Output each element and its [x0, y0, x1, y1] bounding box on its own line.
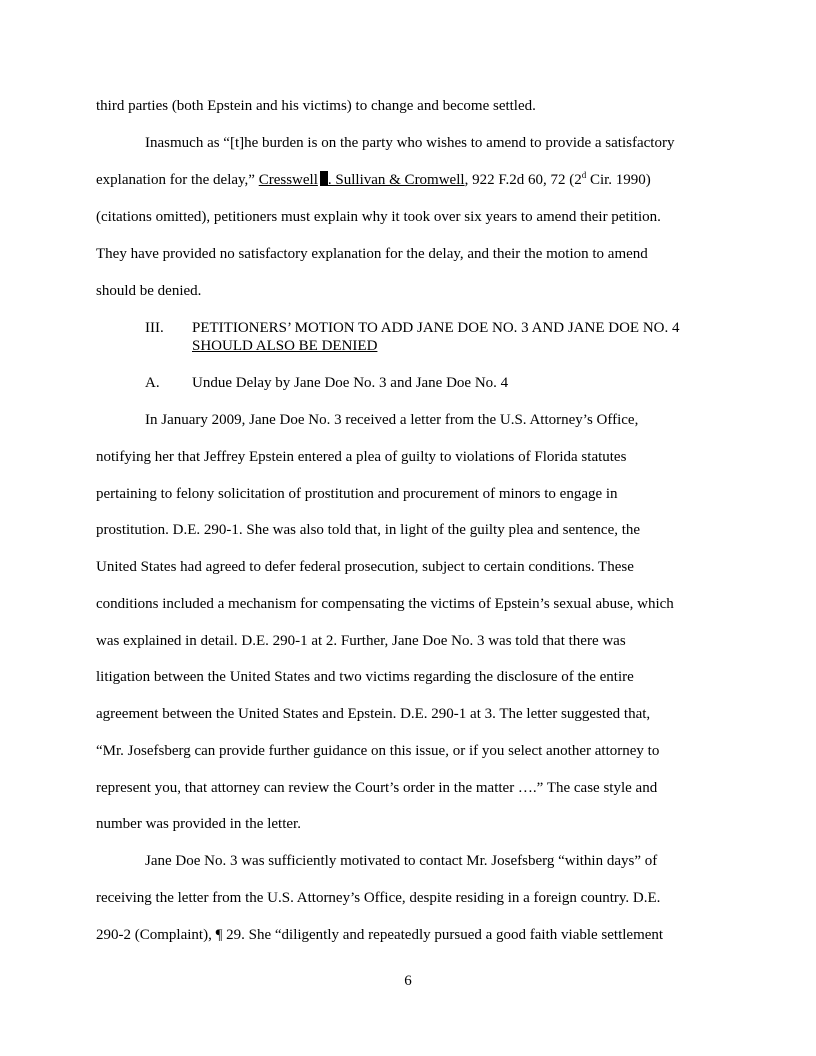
paragraph-line: number was provided in the letter. [96, 816, 301, 832]
paragraph-line: Inasmuch as “[t]he burden is on the party who wishes to amend to provide a satisfactory [145, 135, 675, 151]
section-heading-a [0, 374, 816, 392]
paragraph-line: They have provided no satisfactory explanation for the delay, and their the motion to amend [96, 246, 648, 262]
page-number: 6 [404, 973, 412, 989]
text-fragment: explanation for the delay,” [96, 172, 259, 188]
paragraph-line: third parties (both Epstein and his victims) to change and become settled. [96, 98, 536, 114]
paragraph-line: represent you, that attorney can review the Court’s order in the matter ….” The case style and [96, 780, 658, 796]
paragraph-line-citation [96, 171, 651, 189]
paragraph-line: pertaining to felony solicitation of prostitution and procurement of minors to engage in [96, 486, 618, 502]
paragraph-line: litigation between the United States and two victims regarding the disclosure of the entire [96, 669, 634, 685]
superscript: d [581, 170, 587, 180]
case-name-part: . Sullivan & Cromwell [327, 172, 465, 188]
redaction-mark [320, 171, 328, 186]
case-name-part: Cresswell [258, 172, 318, 188]
paragraph-line: (citations omitted), petitioners must explain why it took over six years to amend their petition. [96, 209, 661, 225]
paragraph-line: Jane Doe No. 3 was sufficiently motivated to contact Mr. Josefsberg “within days” of [145, 853, 658, 869]
heading-number: III. [145, 320, 164, 336]
paragraph-line: conditions included a mechanism for compensating the victims of Epstein’s sexual abuse, which [96, 596, 674, 612]
text-fragment: Cir. 1990) [586, 172, 651, 188]
paragraph-line: In January 2009, Jane Doe No. 3 received a letter from the U.S. Attorney’s Office, [145, 412, 639, 428]
paragraph-line: notifying her that Jeffrey Epstein entered a plea of guilty to violations of Florida statutes [96, 449, 627, 465]
paragraph-line: “Mr. Josefsberg can provide further guidance on this issue, or if you select another attorney to [96, 743, 660, 759]
heading-line: PETITIONERS’ MOTION TO ADD JANE DOE NO. 3 AND JANE DOE NO. 4 [192, 320, 680, 336]
section-heading-iii [0, 319, 816, 355]
case-name [259, 172, 465, 188]
paragraph-line: prostitution. D.E. 290-1. She was also told that, in light of the guilty plea and sentence, the [96, 522, 641, 538]
paragraph-line: 290-2 (Complaint), ¶ 29. She “diligently and repeatedly pursued a good faith viable settlement [96, 927, 664, 943]
paragraph-line: should be denied. [96, 283, 202, 299]
text-fragment: , 922 F.2d 60, 72 (2 [464, 172, 582, 188]
heading-number: A. [145, 375, 160, 391]
heading-text: Undue Delay by Jane Doe No. 3 and Jane Doe No. 4 [192, 375, 509, 391]
paragraph-line: agreement between the United States and Epstein. D.E. 290-1 at 3. The letter suggested that, [96, 706, 651, 722]
paragraph-line: was explained in detail. D.E. 290-1 at 2. Further, Jane Doe No. 3 was told that there was [96, 633, 626, 649]
heading-line: SHOULD ALSO BE DENIED [192, 338, 378, 354]
paragraph-line: United States had agreed to defer federal prosecution, subject to certain conditions. These [96, 559, 634, 575]
paragraph-line: receiving the letter from the U.S. Attorney’s Office, despite residing in a foreign country. D.E. [96, 890, 661, 906]
